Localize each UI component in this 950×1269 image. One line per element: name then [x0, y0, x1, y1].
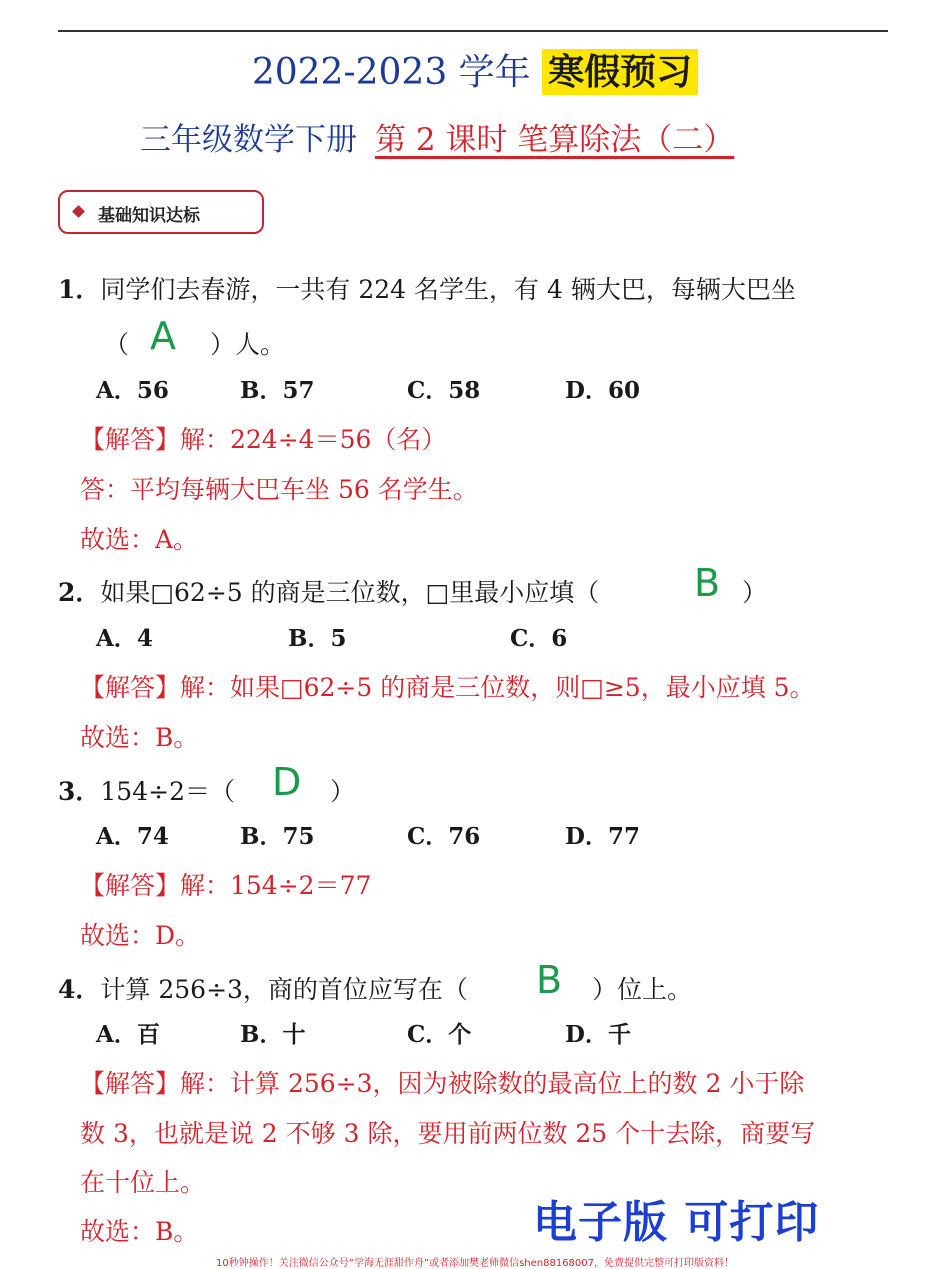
- question-2-line1: [58, 573, 599, 609]
- title-highlight: 寒假预习: [542, 49, 698, 95]
- question-3-paren-close: ）: [330, 777, 356, 806]
- option: B．57: [240, 377, 315, 404]
- question-text: 同学们去春游，一共有 224 名学生，有 4 辆大巴，每辆大巴坐: [100, 275, 796, 304]
- solution-line: 答：平均每辆大巴车坐 56 名学生。: [80, 475, 478, 504]
- question-1-paren-open: （: [104, 330, 130, 359]
- question-text: 计算 256÷3，商的首位应写在（: [100, 975, 468, 1004]
- solution-line: 故选：B。: [80, 723, 199, 752]
- option: A．74: [96, 823, 169, 850]
- question-4-line1: [58, 970, 468, 1006]
- solution-line: 【解答】解：如果□62÷5 的商是三位数，则□≥5，最小应填 5。: [80, 673, 815, 702]
- option: C．76: [407, 823, 481, 850]
- option: B．十: [240, 1021, 306, 1048]
- solution-line: 故选：A。: [80, 525, 199, 554]
- question-4-paren-close: ）位上。: [592, 975, 693, 1004]
- question-4-answer: B: [536, 958, 563, 1002]
- question-1-line1: [58, 270, 796, 306]
- solution-line: 故选：D。: [80, 921, 201, 950]
- solution-line: 数 3，也就是说 2 不够 3 除，要用前两位数 25 个十去除，商要写: [80, 1119, 816, 1148]
- option: D．60: [565, 377, 640, 404]
- title-year: 2022-2023 学年: [251, 52, 531, 93]
- solution-line: 故选：B。: [80, 1217, 199, 1246]
- diamond-icon: [72, 205, 85, 218]
- question-1-answer: A: [150, 314, 176, 358]
- solution-line: 【解答】解：224÷4＝56（名）: [80, 425, 447, 454]
- option: C．58: [407, 377, 481, 404]
- question-text: 154÷2＝（: [100, 777, 235, 806]
- question-3-answer: D: [272, 760, 302, 804]
- top-rule: [58, 30, 888, 32]
- footer-note: 10秒钟操作！关注微信公众号“学海无涯甜作舟”或者添加樊老师微信shen88168007，免费提供完整可打印版资料！: [215, 1258, 735, 1269]
- solution-line: 【解答】解：计算 256÷3，因为被除数的最高位上的数 2 小于除: [80, 1069, 805, 1098]
- question-1-paren-close: ）人。: [210, 330, 286, 359]
- solution-line: 【解答】解：154÷2＝77: [80, 871, 372, 900]
- print-stamp: 电子版 可打印: [533, 1197, 820, 1248]
- option: A．百: [96, 1021, 160, 1048]
- solution-line: 在十位上。: [80, 1168, 206, 1197]
- question-text: 如果□62÷5 的商是三位数，□里最小应填（: [100, 578, 600, 607]
- option: A．56: [96, 377, 169, 404]
- section-label: 基础知识达标: [98, 206, 200, 226]
- option: A．4: [96, 625, 153, 652]
- question-number: 4．: [58, 975, 101, 1004]
- question-number: 2．: [58, 578, 101, 607]
- option: B．5: [288, 625, 347, 652]
- page-title: [0, 44, 950, 95]
- option: D．77: [565, 823, 640, 850]
- page-subtitle: [140, 114, 734, 159]
- question-number: 1．: [58, 275, 101, 304]
- question-2-answer: B: [694, 561, 721, 605]
- section-label-box: [58, 190, 264, 234]
- option: C．个: [407, 1021, 472, 1048]
- subtitle-grade: 三年级数学下册: [140, 122, 357, 158]
- option: D．千: [565, 1021, 631, 1048]
- question-number: 3．: [58, 777, 101, 806]
- subtitle-lesson: 第 2 课时 笔算除法（二）: [375, 122, 735, 158]
- option: B．75: [240, 823, 315, 850]
- question-3-line1: [58, 772, 235, 808]
- option: C．6: [510, 625, 568, 652]
- question-2-paren-close: ）: [742, 578, 768, 607]
